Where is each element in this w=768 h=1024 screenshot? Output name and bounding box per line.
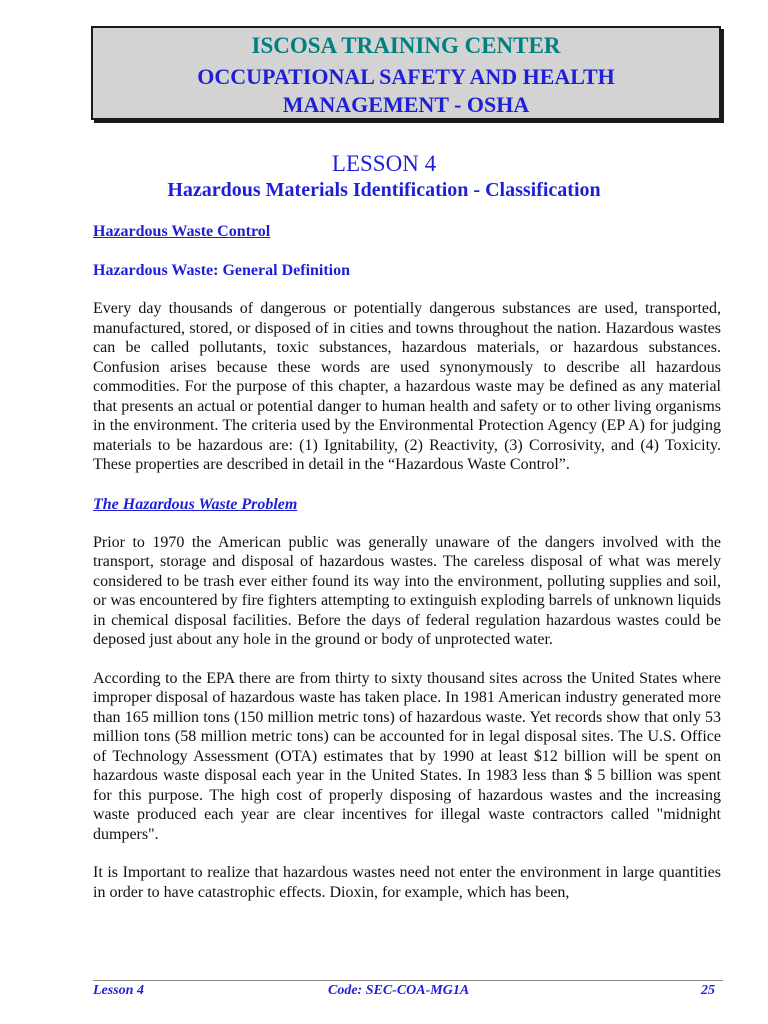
problem-paragraph-1: Prior to 1970 the American public was generally unaware of the dangers involved with the transport, storage and disposal of hazardous wastes. The careless disposal of what was merely considered to be trash ever either found its way into the environment, polluting supplies and soil, or was encountered by fire fighters attempting to extinguish exploding barrels of unknown liquids in chemical disposal facilities. Before the days of federal regulation hazardous wastes could be deposed just about any hole in the ground or body of unprotected water.: [93, 533, 721, 648]
lesson-title: LESSON 4: [331, 151, 437, 176]
course-title-line2: MANAGEMENT - OSHA: [282, 92, 530, 117]
footer-lesson: Lesson 4: [93, 983, 144, 998]
definition-paragraph: Every day thousands of dangerous or potentially dangerous substances are used, transported, manufactured, stored, or disposed of in cities and towns throughout the nation. Hazardous wastes can be called pollutants, toxic substances, hazardous materials, or hazardous substances. Confusion arises because these words are used synonymously to describe all hazardous commodities. For the purpose of this chapter, a hazardous waste may be defined as any material that presents an actual or potential danger to human health and safety or to other living organisms in the environment. The criteria used by the Environmental Protection Agency (EP A) for judging materials to be hazardous are: (1) Ignitability, (2) Reactivity, (3) Corrosivity, and (4) Toxicity. These properties are described in detail in the “Hazardous Waste Control”.: [93, 300, 721, 473]
hazardous-waste-control-link[interactable]: Hazardous Waste Control: [93, 223, 271, 240]
lesson-subtitle: Hazardous Materials Identification - Classification: [167, 179, 601, 201]
footer-page-number: 25: [701, 983, 715, 998]
page-footer: [93, 980, 723, 1001]
course-title-line1: OCCUPATIONAL SAFETY AND HEALTH: [197, 64, 615, 89]
org-title: ISCOSA TRAINING CENTER: [251, 33, 561, 58]
problem-paragraph-2: According to the EPA there are from thirty to sixty thousand sites across the United States where improper disposal of hazardous waste has taken place. In 1981 American industry generated more than 165 million tons (150 million metric tons) of hazardous waste. Yet records show that only 53 million tons (58 million metric tons) can be accounted for in legal disposal sites. The U.S. Office of Technology Assessment (OTA) estimates that by 1990 at least $12 billion will be spent on hazardous waste disposal each year in the United States. In 1983 less than $ 5 billion was spent for this purpose. The high cost of properly disposing of hazardous wastes and the increasing waste produced each year are clear incentives for illegal waste contractors called "midnight dumpers".: [93, 669, 721, 843]
main-content: [93, 221, 721, 902]
problem-paragraph-3: It is Important to realize that hazardous wastes need not enter the environment in large quantities in order to have catastrophic effects. Dioxin, for example, which has been,: [93, 864, 721, 901]
header-banner: [91, 26, 721, 120]
waste-problem-link[interactable]: The Hazardous Waste Problem: [93, 495, 298, 513]
general-definition-heading: Hazardous Waste: General Definition: [93, 262, 351, 279]
footer-code: Code: SEC-COA-MG1A: [328, 983, 470, 998]
